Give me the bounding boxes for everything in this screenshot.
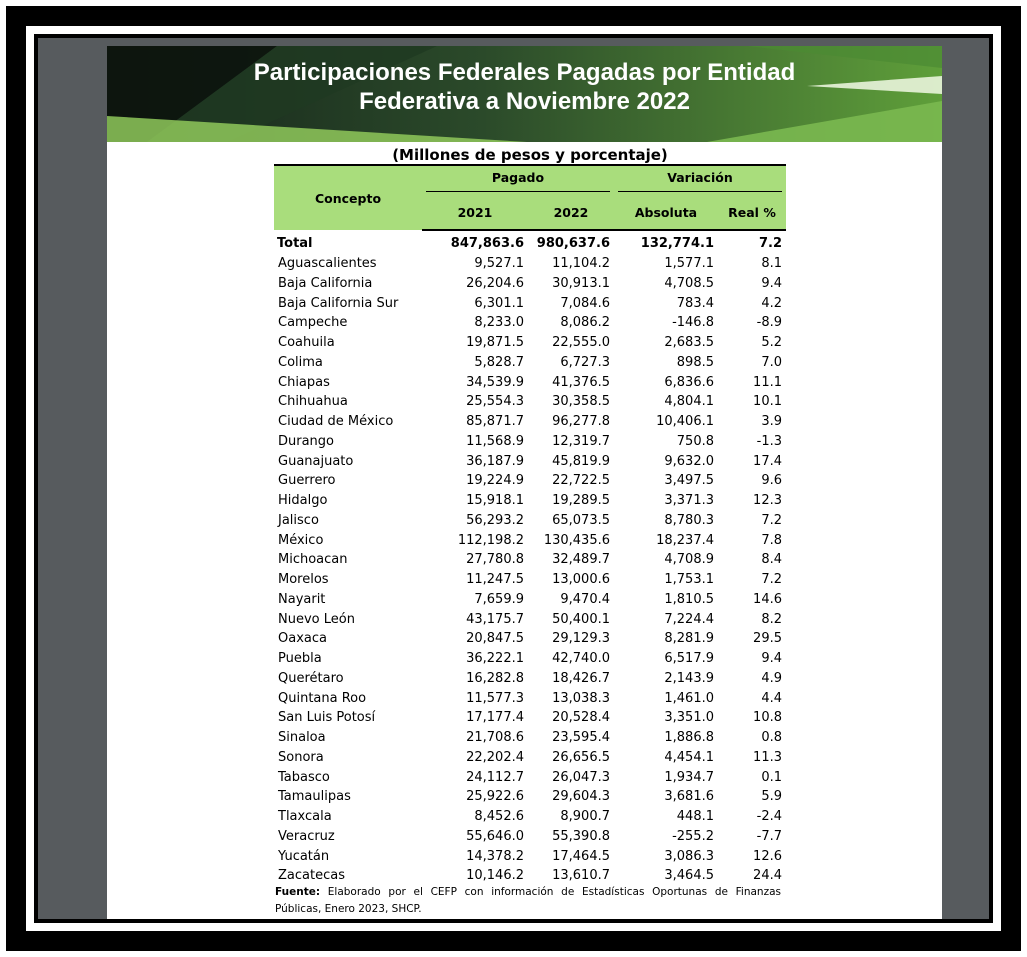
table-row [274,313,786,333]
table-row [274,392,786,412]
table-row [274,570,786,590]
value-absoluta: -255.2 [672,828,714,844]
value-real: 7.2 [761,572,782,588]
value-2022: 17,464.5 [552,848,610,864]
header-2022: 2022 [528,195,614,230]
value-real: 5.2 [761,335,782,351]
total-row [274,230,786,254]
value-2022: 7,084.6 [560,295,610,311]
state-name: Durango [278,433,335,449]
state-name: Hidalgo [278,493,328,509]
value-2022: 9,470.4 [560,591,610,607]
state-name: Guanajuato [278,453,354,469]
inner-frame [34,34,993,923]
table-row [274,491,786,511]
state-name: Baja California [278,275,373,291]
value-absoluta: 4,708.5 [664,275,714,291]
total-real: 7.2 [758,236,782,252]
title-line-2: Federativa a Noviembre 2022 [359,88,690,115]
value-2022: 30,358.5 [552,394,610,410]
state-name: México [278,532,324,548]
value-absoluta: 3,371.3 [664,493,714,509]
value-2021: 14,378.2 [466,848,524,864]
value-absoluta: 898.5 [676,354,714,370]
value-2022: 30,913.1 [552,275,610,291]
value-2021: 11,577.3 [466,690,524,706]
frame-border [26,26,1001,931]
value-2022: 8,086.2 [560,315,610,331]
value-real: 11.3 [753,749,782,765]
value-2021: 55,646.0 [466,828,524,844]
source-note [275,884,781,918]
title-banner [107,46,942,142]
value-real: -1.3 [756,433,782,449]
value-real: 0.1 [761,769,782,785]
value-real: 10.1 [753,394,782,410]
value-absoluta: 18,237.4 [656,532,714,548]
value-real: 4.2 [761,295,782,311]
source-text: Elaborado por el CEFP con información de Estadísticas Oportunas de Finanzas Públicas, Enero 2023, SHCP. [275,886,782,915]
table-row [274,530,786,550]
table-body [274,230,786,886]
value-absoluta: 783.4 [676,295,714,311]
table-row [274,511,786,531]
state-name: San Luis Potosí [278,710,376,726]
value-absoluta: 3,681.6 [664,789,714,805]
table-row [274,412,786,432]
value-real: 5.9 [761,789,782,805]
value-2021: 34,539.9 [466,374,524,390]
value-real: 12.3 [753,493,782,509]
value-absoluta: 4,708.9 [664,552,714,568]
value-2022: 32,489.7 [552,552,610,568]
value-2021: 5,828.7 [474,354,524,370]
value-absoluta: 1,753.1 [664,572,714,588]
value-2021: 112,198.2 [457,532,524,548]
value-absoluta: 3,464.5 [664,868,714,884]
value-2022: 11,104.2 [552,256,610,272]
data-table [274,164,786,886]
value-2022: 29,604.3 [552,789,610,805]
table-row [274,669,786,689]
table-row [274,748,786,768]
value-absoluta: 4,454.1 [664,749,714,765]
state-name: Campeche [278,315,348,331]
value-2021: 15,918.1 [466,493,524,509]
value-2021: 16,282.8 [466,670,524,686]
value-real: 4.9 [761,670,782,686]
table-row [274,432,786,452]
outer-frame [6,6,1021,951]
table-row [274,787,786,807]
table-row [274,807,786,827]
state-name: Yucatán [278,848,330,864]
state-name: Tabasco [278,769,330,785]
state-name: Morelos [278,572,329,588]
value-2022: 22,555.0 [552,335,610,351]
value-2021: 8,452.6 [474,809,524,825]
value-real: 24.4 [753,868,782,884]
value-absoluta: 2,143.9 [664,670,714,686]
value-absoluta: 3,351.0 [664,710,714,726]
state-name: Chiapas [278,374,330,390]
value-real: 4.4 [761,690,782,706]
value-real: 8.4 [761,552,782,568]
value-absoluta: 9,632.0 [664,453,714,469]
state-name: Puebla [278,651,322,667]
value-absoluta: 1,461.0 [664,690,714,706]
value-absoluta: 1,577.1 [664,256,714,272]
value-absoluta: 1,810.5 [664,591,714,607]
value-2022: 18,426.7 [552,670,610,686]
value-real: 10.8 [753,710,782,726]
value-real: 14.6 [753,591,782,607]
table-row [274,708,786,728]
table-subtitle: (Millones de pesos y porcentaje) [392,146,668,164]
value-absoluta: -146.8 [672,315,714,331]
state-name: Baja California Sur [278,295,399,311]
state-name: Colima [278,354,323,370]
table-row [274,688,786,708]
value-real: -2.4 [756,809,782,825]
table-row [274,728,786,748]
value-2022: 55,390.8 [552,828,610,844]
value-real: 7.8 [761,532,782,548]
value-2021: 17,177.4 [466,710,524,726]
value-2021: 7,659.9 [474,591,524,607]
value-2021: 26,204.6 [466,275,524,291]
table-row [274,629,786,649]
value-absoluta: 6,836.6 [664,374,714,390]
page-title [107,58,942,116]
value-2021: 24,112.7 [466,769,524,785]
value-absoluta: 4,804.1 [664,394,714,410]
value-2022: 19,289.5 [552,493,610,509]
value-absoluta: 3,086.3 [664,848,714,864]
header-2021: 2021 [422,195,528,230]
value-2022: 13,000.6 [552,572,610,588]
value-2021: 9,527.1 [474,256,524,272]
value-absoluta: 8,281.9 [664,631,714,647]
value-real: -7.7 [756,828,782,844]
table-row [274,550,786,570]
state-name: Michoacan [278,552,348,568]
value-real: 9.4 [761,275,782,291]
value-2021: 36,187.9 [466,453,524,469]
value-absoluta: 1,886.8 [664,730,714,746]
header-pagado: Pagado [422,165,614,195]
table-row [274,372,786,392]
table-row [274,274,786,294]
value-2021: 36,222.1 [466,651,524,667]
table-row [274,333,786,353]
table-row [274,767,786,787]
state-name: Nayarit [278,591,326,607]
value-2022: 13,038.3 [552,690,610,706]
table-row [274,609,786,629]
value-real: 9.6 [761,473,782,489]
state-name: Sonora [278,749,324,765]
header-concepto: Concepto [274,165,422,230]
state-name: Chihuahua [278,394,348,410]
table-row [274,254,786,274]
value-absoluta: 2,683.5 [664,335,714,351]
table-row [274,846,786,866]
state-name: Jalisco [278,512,319,528]
value-2022: 45,819.9 [552,453,610,469]
state-name: Sinaloa [278,730,326,746]
value-2022: 12,319.7 [552,433,610,449]
source-label: Fuente: [275,886,321,898]
value-2021: 10,146.2 [466,868,524,884]
value-2022: 13,610.7 [552,868,610,884]
value-real: 8.1 [761,256,782,272]
state-name: Ciudad de México [278,414,394,430]
value-2021: 20,847.5 [466,631,524,647]
value-absoluta: 448.1 [676,809,714,825]
value-absoluta: 8,780.3 [664,512,714,528]
value-absoluta: 1,934.7 [664,769,714,785]
value-2022: 50,400.1 [552,611,610,627]
value-2022: 29,129.3 [552,631,610,647]
value-2022: 6,727.3 [560,354,610,370]
value-2021: 21,708.6 [466,730,524,746]
total-label: Total [277,235,313,251]
state-name: Zacatecas [278,868,345,884]
state-name: Aguascalientes [278,256,377,272]
value-2022: 130,435.6 [543,532,610,548]
header-variacion: Variación [614,165,786,195]
value-2021: 19,224.9 [466,473,524,489]
value-2021: 11,247.5 [466,572,524,588]
value-2022: 23,595.4 [552,730,610,746]
state-name: Tamaulipas [278,789,351,805]
value-real: 11.1 [753,374,782,390]
total-absoluta: 132,774.1 [640,236,714,252]
value-2022: 22,722.5 [552,473,610,489]
value-absoluta: 750.8 [676,433,714,449]
value-real: 29.5 [753,631,782,647]
title-line-1: Participaciones Federales Pagadas por Entidad [253,59,796,86]
value-2022: 8,900.7 [560,809,610,825]
value-absoluta: 3,497.5 [664,473,714,489]
state-name: Coahuila [278,335,335,351]
value-2022: 41,376.5 [552,374,610,390]
value-real: -8.9 [756,315,782,331]
value-2022: 96,277.8 [552,414,610,430]
value-absoluta: 10,406.1 [656,414,714,430]
value-2022: 26,047.3 [552,769,610,785]
value-2021: 6,301.1 [474,295,524,311]
value-2021: 27,780.8 [466,552,524,568]
value-2021: 8,233.0 [474,315,524,331]
value-2022: 20,528.4 [552,710,610,726]
value-real: 8.2 [761,611,782,627]
value-2021: 11,568.9 [466,433,524,449]
value-real: 7.2 [761,512,782,528]
header-real: Real % [718,195,786,230]
state-name: Nuevo León [278,611,355,627]
state-name: Quintana Roo [278,690,367,706]
value-2021: 85,871.7 [466,414,524,430]
table-row [274,353,786,373]
table-row [274,649,786,669]
total-2022: 980,637.6 [536,236,610,252]
value-real: 9.4 [761,651,782,667]
table-row [274,451,786,471]
value-2021: 43,175.7 [466,611,524,627]
value-2021: 19,871.5 [466,335,524,351]
value-real: 7.0 [761,354,782,370]
state-name: Oaxaca [278,631,327,647]
value-real: 0.8 [761,730,782,746]
table-row [274,866,786,886]
value-absoluta: 7,224.4 [664,611,714,627]
state-name: Veracruz [278,828,335,844]
document-page [107,46,942,919]
value-real: 3.9 [761,414,782,430]
background-panel [38,38,989,919]
value-2021: 56,293.2 [466,512,524,528]
state-name: Querétaro [278,670,344,686]
value-2021: 25,922.6 [466,789,524,805]
value-2022: 26,656.5 [552,749,610,765]
value-2022: 42,740.0 [552,651,610,667]
value-2021: 25,554.3 [466,394,524,410]
state-name: Guerrero [278,473,336,489]
total-2021: 847,863.6 [450,236,524,252]
table-row [274,293,786,313]
value-absoluta: 6,517.9 [664,651,714,667]
table-header [274,165,786,230]
value-2021: 22,202.4 [466,749,524,765]
table-row [274,590,786,610]
header-absoluta: Absoluta [614,195,718,230]
table-row [274,471,786,491]
value-real: 12.6 [753,848,782,864]
state-name: Tlaxcala [278,809,332,825]
table-row [274,827,786,847]
value-real: 17.4 [753,453,782,469]
value-2022: 65,073.5 [552,512,610,528]
